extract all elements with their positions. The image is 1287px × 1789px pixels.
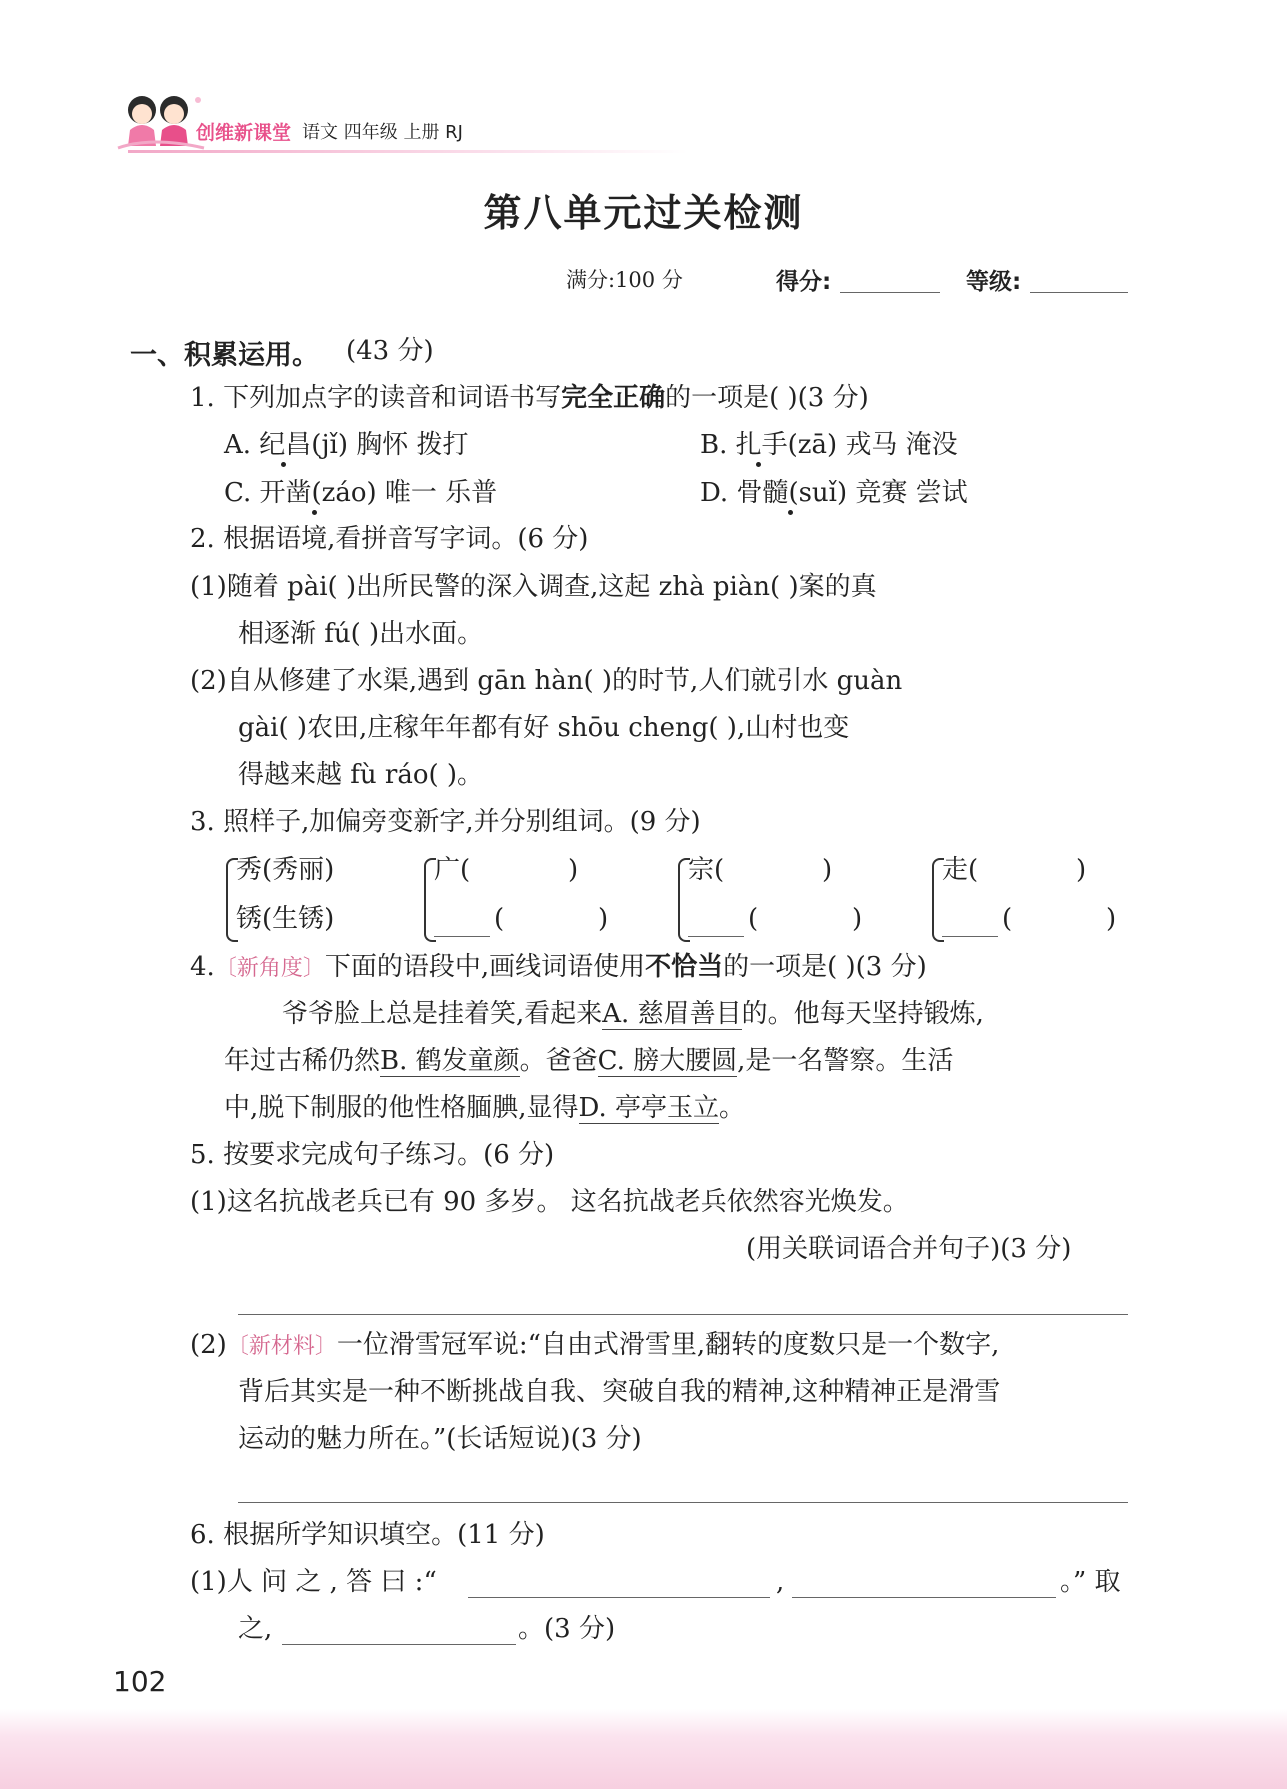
q3-example-top: 秀(秀丽) <box>236 855 335 885</box>
q1-emphasis: 完全正确 <box>561 383 666 413</box>
q4-text: 中,脱下制服的他性格腼腆,显得 <box>224 1093 579 1123</box>
q3-paren-close: ) <box>822 855 833 885</box>
q1-option-c: C. 开凿(záo) 唯一 乐普 <box>224 478 498 508</box>
book-info: 语文 四年级 上册 RJ <box>302 122 463 143</box>
q6-blank-1[interactable] <box>468 1597 770 1598</box>
q3-paren-close: ) <box>568 855 579 885</box>
q3-paren-close: ) <box>598 904 609 934</box>
header-divider <box>128 150 688 153</box>
q3-paren-open: ( <box>494 904 505 934</box>
q5-p2-number: (2) <box>190 1330 227 1360</box>
q5-p1: (1)这名抗战老兵已有 90 多岁。 这名抗战老兵依然容光焕发。 <box>190 1187 909 1217</box>
q6-blank-3[interactable] <box>282 1644 516 1645</box>
q3-new-char-blank[interactable] <box>688 936 744 937</box>
q6-p1-line2-end: 。(3 分) <box>518 1614 616 1644</box>
q6-p1-line2-prefix: 之, <box>238 1614 273 1644</box>
q5-stem: 5. 按要求完成句子练习。(6 分) <box>190 1140 555 1170</box>
q2-p2-line1: (2)自从修建了水渠,遇到 gān hàn( )的时节,人们就引水 guàn <box>190 666 903 696</box>
q4-passage-line2 <box>224 1044 953 1078</box>
q3-paren-close: ) <box>1076 855 1087 885</box>
q5-p2-line2: 背后其实是一种不断挑战自我、突破自我的精神,这种精神正是滑雪 <box>238 1377 1001 1407</box>
q2-p1-line1: (1)随着 pài( )出所民警的深入调查,这起 zhà piàn( )案的真 <box>190 572 877 602</box>
q4-passage-line3 <box>224 1091 745 1125</box>
q4-text: 年过古稀仍然 <box>224 1046 381 1076</box>
q6-stem: 6. 根据所学知识填空。(11 分) <box>190 1520 545 1550</box>
emphasis-dot <box>756 462 761 467</box>
q3-stem: 3. 照样子,加偏旁变新字,并分别组词。(9 分) <box>190 807 701 837</box>
q4-option-c[interactable]: C. 膀大腰圆 <box>597 1046 738 1076</box>
q4-stem-a: 下面的语段中,画线词语使用 <box>324 952 646 982</box>
q4-passage-line1 <box>282 997 984 1031</box>
full-score: 满分:100 分 <box>566 268 683 292</box>
q3-item-char: 走( <box>942 855 979 885</box>
q4-option-b[interactable]: B. 鹤发童颜 <box>380 1046 520 1076</box>
new-material-tag: 〔新材料〕 <box>226 1334 337 1359</box>
page-title: 第八单元过关检测 <box>483 191 804 235</box>
q6-comma: , <box>776 1567 785 1597</box>
q4-text: 。 <box>718 1093 745 1123</box>
grade-label: 等级: <box>966 269 1022 295</box>
q3-new-char-blank[interactable] <box>434 936 490 937</box>
q4-option-a[interactable]: A. 慈眉善目 <box>602 999 742 1029</box>
mascot-kids-icon <box>112 90 208 152</box>
q2-p1-line2: 相逐渐 fú( )出水面。 <box>238 619 484 649</box>
score-blank[interactable] <box>840 292 940 293</box>
q6-blank-2[interactable] <box>792 1597 1056 1598</box>
q4-stem-b: 的一项是( )(3 分) <box>723 952 927 982</box>
section-points: (43 分) <box>346 336 434 366</box>
q3-item-char: 广( <box>434 855 471 885</box>
new-angle-tag: 〔新角度〕 <box>214 956 325 981</box>
score-label: 得分: <box>776 269 832 295</box>
q5-p1-answer-line[interactable] <box>238 1314 1128 1315</box>
q3-paren-close: ) <box>852 904 863 934</box>
q5-p2-text: 一位滑雪冠军说:“自由式滑雪里,翻转的度数只是一个数字, <box>336 1330 1000 1360</box>
q1-stem <box>190 381 869 415</box>
q3-new-char-blank[interactable] <box>942 936 998 937</box>
emphasis-dot <box>788 510 793 515</box>
q5-p1-requirement: (用关联词语合并句子)(3 分) <box>746 1234 1072 1264</box>
q3-paren-open: ( <box>748 904 759 934</box>
q4-text: 。爸爸 <box>519 1046 598 1076</box>
q1-option-b: B. 扎手(zā) 戎马 淹没 <box>700 430 958 460</box>
page-number: 102 <box>113 1665 167 1698</box>
q3-example-bottom: 锈(生锈) <box>236 904 335 934</box>
q6-p1-prefix: (1)人 问 之 , 答 曰 :“ <box>190 1567 437 1597</box>
q4-text: ,是一名警察。生活 <box>737 1046 954 1076</box>
q1-option-d: D. 骨髓(suǐ) 竞赛 尝试 <box>700 478 968 508</box>
q6-p1-end: 。” 取 <box>1060 1567 1121 1597</box>
brand-name: 创维新课堂 <box>196 122 292 144</box>
q1-option-a: A. 纪昌(jǐ) 胸怀 拨打 <box>224 430 469 460</box>
emphasis-dot <box>312 510 317 515</box>
q4-text: 爷爷脸上总是挂着笑,看起来 <box>282 999 603 1029</box>
q2-p2-line3: 得越来越 fù ráo( )。 <box>238 760 484 790</box>
q1-stem-b: 的一项是( )(3 分) <box>665 383 869 413</box>
q4-option-d[interactable]: D. 亭亭玉立 <box>578 1093 719 1123</box>
q5-p2-line1 <box>190 1328 999 1364</box>
q5-p2-answer-line[interactable] <box>238 1502 1128 1503</box>
q4-emphasis: 不恰当 <box>645 952 724 982</box>
q1-stem-a: 1. 下列加点字的读音和词语书写 <box>190 383 562 413</box>
q2-stem: 2. 根据语境,看拼音写字词。(6 分) <box>190 524 589 554</box>
q3-paren-close: ) <box>1106 904 1117 934</box>
q4-text: 的。他每天坚持锻炼, <box>741 999 984 1029</box>
q2-p2-line2: gài( )农田,庄稼年年都有好 shōu cheng( ),山村也变 <box>238 713 850 743</box>
footer-band <box>0 1709 1287 1789</box>
q3-paren-open: ( <box>1002 904 1013 934</box>
q4-stem <box>190 950 927 986</box>
q3-item-char: 宗( <box>688 855 725 885</box>
grade-blank[interactable] <box>1030 292 1128 293</box>
q5-p2-line3: 运动的魅力所在。”(长话短说)(3 分) <box>238 1424 642 1454</box>
emphasis-dot <box>281 462 286 467</box>
section-heading: 一、积累运用。 <box>130 340 319 371</box>
q4-number: 4. <box>190 952 215 982</box>
